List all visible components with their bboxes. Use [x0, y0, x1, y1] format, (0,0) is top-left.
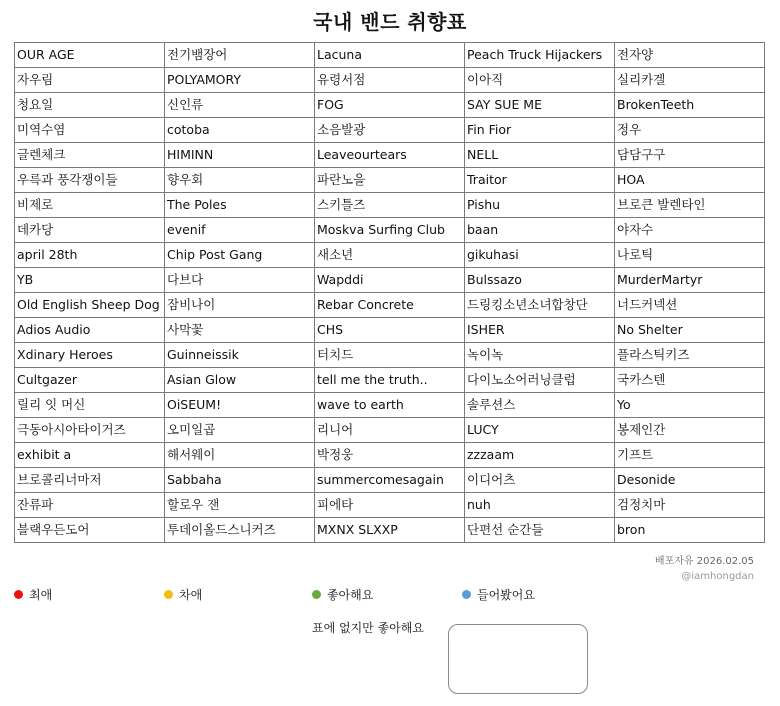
band-cell[interactable]: 소음발광: [315, 118, 465, 143]
legend-label: 최애: [29, 588, 53, 602]
band-cell[interactable]: The Poles: [165, 193, 315, 218]
band-cell[interactable]: 우륵과 풍각쟁이들: [15, 168, 165, 193]
extra-favorites-box[interactable]: [448, 624, 588, 694]
band-cell[interactable]: HIMINN: [165, 143, 315, 168]
band-cell[interactable]: 드링킹소년소녀합창단: [465, 293, 615, 318]
band-cell[interactable]: Peach Truck Hijackers: [465, 43, 615, 68]
band-cell[interactable]: 전자양: [615, 43, 765, 68]
band-grid: [14, 42, 765, 543]
table-row: [15, 318, 765, 343]
band-cell[interactable]: Xdinary Heroes: [15, 343, 165, 368]
band-cell[interactable]: 새소년: [315, 243, 465, 268]
band-cell[interactable]: Asian Glow: [165, 368, 315, 393]
band-cell[interactable]: Fin Fior: [465, 118, 615, 143]
band-cell[interactable]: 단편선 순간들: [465, 518, 615, 543]
yellow-dot-icon: [164, 590, 173, 599]
band-cell[interactable]: 데카당: [15, 218, 165, 243]
table-row: [15, 243, 765, 268]
band-cell[interactable]: 해서웨이: [165, 443, 315, 468]
band-cell[interactable]: 녹이녹: [465, 343, 615, 368]
band-cell[interactable]: 다브다: [165, 268, 315, 293]
band-cell[interactable]: exhibit a: [15, 443, 165, 468]
legend-label: 좋아해요: [327, 588, 374, 602]
band-cell[interactable]: Leaveourtears: [315, 143, 465, 168]
band-cell[interactable]: 정우: [615, 118, 765, 143]
extra-favorites-label: 표에 없지만 좋아해요: [312, 621, 424, 635]
band-cell[interactable]: 잔류파: [15, 493, 165, 518]
legend-item-like: [312, 586, 373, 603]
table-row: [15, 518, 765, 543]
band-cell[interactable]: Chip Post Gang: [165, 243, 315, 268]
band-cell[interactable]: ISHER: [465, 318, 615, 343]
band-cell[interactable]: 너드커넥션: [615, 293, 765, 318]
band-cell[interactable]: MurderMartyr: [615, 268, 765, 293]
band-cell[interactable]: 다이노소어러닝클럽: [465, 368, 615, 393]
band-cell[interactable]: YB: [15, 268, 165, 293]
table-row: [15, 143, 765, 168]
band-cell[interactable]: POLYAMORY: [165, 68, 315, 93]
green-dot-icon: [312, 590, 321, 599]
band-cell[interactable]: NELL: [465, 143, 615, 168]
band-cell[interactable]: evenif: [165, 218, 315, 243]
band-cell[interactable]: 기프트: [615, 443, 765, 468]
band-cell[interactable]: zzzaam: [465, 443, 615, 468]
band-cell[interactable]: 야자수: [615, 218, 765, 243]
band-cell[interactable]: OiSEUM!: [165, 393, 315, 418]
band-cell[interactable]: FOG: [315, 93, 465, 118]
band-cell[interactable]: 스키틀즈: [315, 193, 465, 218]
band-cell[interactable]: Bulssazo: [465, 268, 615, 293]
band-cell[interactable]: 잠비나이: [165, 293, 315, 318]
band-cell[interactable]: 자우림: [15, 68, 165, 93]
table-row: [15, 443, 765, 468]
table-row: [15, 68, 765, 93]
band-cell[interactable]: LUCY: [465, 418, 615, 443]
legend: [0, 586, 780, 602]
band-cell[interactable]: Desonide: [615, 468, 765, 493]
band-cell[interactable]: 담담구구: [615, 143, 765, 168]
band-cell[interactable]: 오미일곱: [165, 418, 315, 443]
table-row: [15, 43, 765, 68]
band-cell[interactable]: 청요일: [15, 93, 165, 118]
band-cell[interactable]: 나로틱: [615, 243, 765, 268]
band-cell[interactable]: 실리카겔: [615, 68, 765, 93]
table-row: [15, 493, 765, 518]
band-cell[interactable]: 릴리 잇 머신: [15, 393, 165, 418]
band-cell[interactable]: cotoba: [165, 118, 315, 143]
band-cell[interactable]: Guinneissik: [165, 343, 315, 368]
band-cell[interactable]: SAY SUE ME: [465, 93, 615, 118]
band-cell[interactable]: 솔루션스: [465, 393, 615, 418]
band-cell[interactable]: HOA: [615, 168, 765, 193]
band-cell[interactable]: 브로큰 발렌타인: [615, 193, 765, 218]
band-cell[interactable]: 향우회: [165, 168, 315, 193]
legend-label: 들어봤어요: [477, 588, 535, 602]
band-cell[interactable]: 리니어: [315, 418, 465, 443]
band-cell[interactable]: 피에타: [315, 493, 465, 518]
table-row: [15, 268, 765, 293]
band-cell[interactable]: 투데이올드스니커즈: [165, 518, 315, 543]
table-row: [15, 418, 765, 443]
band-cell[interactable]: CHS: [315, 318, 465, 343]
page-title: 국내 밴드 취향표: [313, 10, 467, 34]
band-cell[interactable]: 유령서점: [315, 68, 465, 93]
band-cell[interactable]: Pishu: [465, 193, 615, 218]
band-cell[interactable]: BrokenTeeth: [615, 93, 765, 118]
band-cell[interactable]: 이아직: [465, 68, 615, 93]
band-cell[interactable]: nuh: [465, 493, 615, 518]
band-cell[interactable]: 이디어츠: [465, 468, 615, 493]
band-cell[interactable]: bron: [615, 518, 765, 543]
band-cell[interactable]: 터치드: [315, 343, 465, 368]
band-cell[interactable]: 사막꽃: [165, 318, 315, 343]
table-row: [15, 468, 765, 493]
red-dot-icon: [14, 590, 23, 599]
band-cell[interactable]: april 28th: [15, 243, 165, 268]
table-row: [15, 93, 765, 118]
band-cell[interactable]: 글렌체크: [15, 143, 165, 168]
band-cell[interactable]: 봉제인간: [615, 418, 765, 443]
band-cell[interactable]: 미역수염: [15, 118, 165, 143]
band-cell[interactable]: baan: [465, 218, 615, 243]
table-row: [15, 168, 765, 193]
table-row: [15, 343, 765, 368]
table-row: [15, 218, 765, 243]
band-cell[interactable]: 플라스틱키즈: [615, 343, 765, 368]
table-row: [15, 368, 765, 393]
band-cell[interactable]: gikuhasi: [465, 243, 615, 268]
band-cell[interactable]: No Shelter: [615, 318, 765, 343]
author-handle: @iamhongdan: [681, 571, 754, 582]
band-cell[interactable]: Adios Audio: [15, 318, 165, 343]
band-cell[interactable]: Sabbaha: [165, 468, 315, 493]
band-cell[interactable]: Traitor: [465, 168, 615, 193]
band-cell[interactable]: Cultgazer: [15, 368, 165, 393]
band-cell[interactable]: 비제로: [15, 193, 165, 218]
band-cell[interactable]: Lacuna: [315, 43, 465, 68]
band-cell[interactable]: 신인류: [165, 93, 315, 118]
band-cell[interactable]: 전기뱀장어: [165, 43, 315, 68]
blue-dot-icon: [462, 590, 471, 599]
credits: [655, 554, 754, 584]
table-row: [15, 393, 765, 418]
band-cell[interactable]: Wapddi: [315, 268, 465, 293]
legend-item-second-favorite: [164, 586, 202, 603]
band-cell[interactable]: Rebar Concrete: [315, 293, 465, 318]
band-cell[interactable]: Moskva Surfing Club: [315, 218, 465, 243]
band-cell[interactable]: 극동아시아타이거즈: [15, 418, 165, 443]
band-cell[interactable]: 브로콜리너마저: [15, 468, 165, 493]
distribution-note: 배포자유 2026.02.05: [654, 556, 754, 567]
band-cell[interactable]: 국카스텐: [615, 368, 765, 393]
band-cell[interactable]: 박정웅: [315, 443, 465, 468]
band-cell[interactable]: summercomesagain: [315, 468, 465, 493]
band-cell[interactable]: 검정치마: [615, 493, 765, 518]
table-row: [15, 118, 765, 143]
band-cell[interactable]: wave to earth: [315, 393, 465, 418]
band-cell[interactable]: Yo: [615, 393, 765, 418]
band-cell[interactable]: 할로우 잰: [165, 493, 315, 518]
band-cell[interactable]: MXNX SLXXP: [315, 518, 465, 543]
band-cell[interactable]: OUR AGE: [15, 43, 165, 68]
band-cell[interactable]: 블랙우든도어: [15, 518, 165, 543]
band-cell[interactable]: 파란노을: [315, 168, 465, 193]
table-row: [15, 193, 765, 218]
legend-item-heard: [462, 586, 535, 603]
table-row: [15, 293, 765, 318]
legend-label: 차애: [179, 588, 203, 602]
band-cell[interactable]: tell me the truth..: [315, 368, 465, 393]
legend-item-favorite: [14, 586, 52, 603]
band-cell[interactable]: Old English Sheep Dog: [15, 293, 165, 318]
